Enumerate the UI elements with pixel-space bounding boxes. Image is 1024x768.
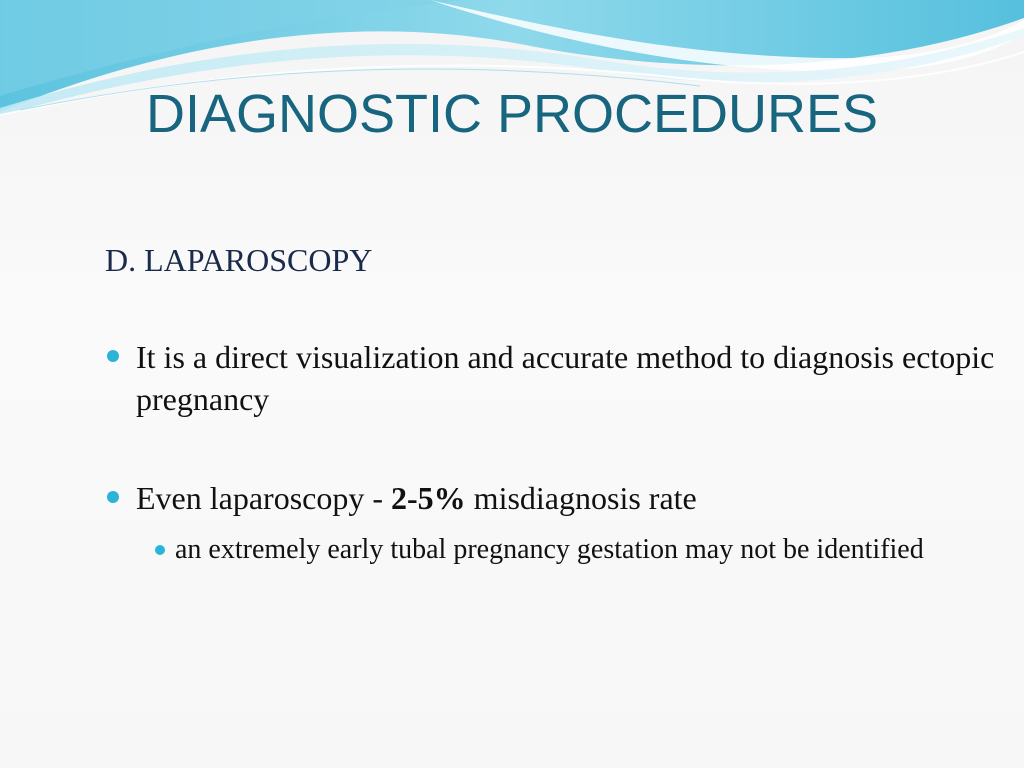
bullet-dot-icon — [107, 350, 119, 362]
bullet-item — [105, 336, 1010, 420]
sub-bullet-text: an extremely early tubal pregnancy gestation may not be identified — [175, 534, 924, 565]
slide-title: DIAGNOSTIC PROCEDURES — [145, 84, 879, 144]
sub-bullet-dot-icon — [155, 545, 165, 555]
bullet-text: It is a direct visualization and accurate method to diagnosis ectopic pregnancy — [136, 339, 995, 417]
bullet-text-bold-rate: 2-5% — [391, 480, 466, 516]
bullet-item — [105, 477, 1010, 519]
slide-content — [105, 240, 1010, 571]
bullet-text-suffix: misdiagnosis rate — [465, 480, 697, 516]
section-heading: D. LAPAROSCOPY — [105, 242, 373, 278]
bullet-text-prefix: Even laparoscopy - — [136, 480, 392, 516]
sub-bullet-item — [153, 529, 1010, 571]
bullet-dot-icon — [107, 491, 119, 503]
